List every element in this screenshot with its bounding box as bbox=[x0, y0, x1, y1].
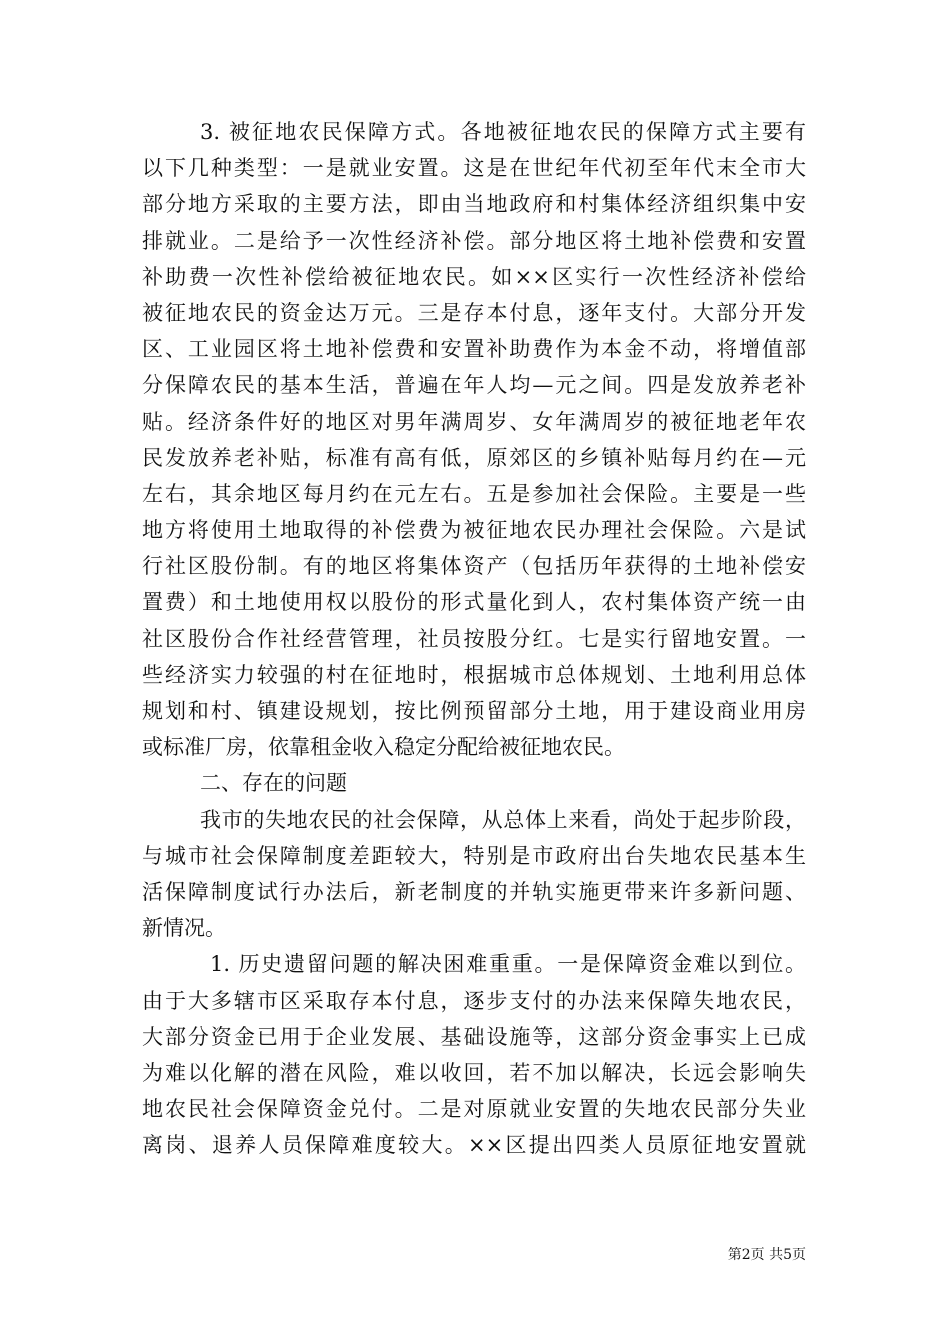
text-line: 贴。经济条件好的地区对男年满周岁、女年满周岁的被征地老年农 bbox=[142, 409, 806, 434]
text-line: 离岗、退养人员保障难度较大。××区提出四类人员原征地安置就 bbox=[142, 1133, 806, 1158]
text-line: 行社区股份制。有的地区将集体资产（包括历年获得的土地补偿安 bbox=[142, 554, 806, 579]
text-line: 1. 历史遗留问题的解决困难重重。一是保障资金难以到位。 bbox=[210, 952, 806, 977]
total-page-number: 5 bbox=[783, 1247, 792, 1263]
footer-prefix: 第 bbox=[727, 1247, 742, 1263]
text-line: 区、工业园区将土地补偿费和安置补助费作为本金不动，将增值部 bbox=[142, 337, 806, 362]
text-line: 活保障制度试行办法后，新老制度的并轨实施更带来许多新问题、 bbox=[142, 879, 806, 904]
text-line: 地农民社会保障资金兑付。二是对原就业安置的失地农民部分失业 bbox=[142, 1097, 806, 1122]
text-line: 与城市社会保障制度差距较大，特别是市政府出台失地农民基本生 bbox=[142, 843, 806, 868]
section-heading: 二、存在的问题 bbox=[200, 771, 347, 796]
text-line: 些经济实力较强的村在征地时，根据城市总体规划、土地利用总体 bbox=[142, 662, 806, 687]
text-line: 我市的失地农民的社会保障，从总体上来看，尚处于起步阶段， bbox=[200, 807, 806, 832]
paragraph-legacy-issues bbox=[142, 946, 806, 1163]
text-line: 被征地农民的资金达万元。三是存本付息，逐年支付。大部分开发 bbox=[142, 300, 806, 325]
text-line: 部分地方采取的主要方法，即由当地政府和村集体经济组织集中安 bbox=[142, 192, 806, 217]
current-page-number: 2 bbox=[741, 1247, 751, 1263]
paragraph-payment-methods bbox=[142, 114, 806, 765]
text-line: 补助费一次性补偿给被征地农民。如××区实行一次性经济补偿给 bbox=[142, 264, 806, 289]
text-line: 新情况。 bbox=[142, 916, 226, 941]
text-line: 或标准厂房，依靠租金收入稳定分配给被征地农民。 bbox=[142, 735, 625, 760]
footer-middle: 页 共 bbox=[750, 1247, 784, 1263]
text-line: 为难以化解的潜在风险，难以收回，若不加以解决，长远会影响失 bbox=[142, 1060, 806, 1085]
text-line: 3. 被征地农民保障方式。各地被征地农民的保障方式主要有 bbox=[200, 120, 806, 144]
text-line: 地方将使用土地取得的补偿费为被征地农民办理社会保险。六是试 bbox=[142, 518, 806, 543]
text-line: 规划和村、镇建设规划，按比例预留部分土地，用于建设商业用房 bbox=[142, 699, 806, 723]
text-line: 排就业。二是给予一次性经济补偿。部分地区将土地补偿费和安置 bbox=[142, 228, 806, 253]
text-line: 分保障农民的基本生活，普遍在年人均—元之间。四是发放养老补 bbox=[142, 373, 806, 398]
footer-suffix: 页 bbox=[792, 1247, 806, 1263]
text-line: 由于大多辖市区采取存本付息，逐步支付的办法来保障失地农民， bbox=[142, 988, 806, 1013]
text-line: 左右，其余地区每月约在元左右。五是参加社会保险。主要是一些 bbox=[142, 481, 806, 506]
page-number-footer bbox=[728, 1244, 806, 1264]
text-line: 大部分资金已用于企业发展、基础设施等，这部分资金事实上已成 bbox=[142, 1024, 806, 1049]
text-line: 社区股份合作社经营管理，社员按股分红。七是实行留地安置。一 bbox=[142, 626, 806, 651]
text-line: 民发放养老补贴，标准有高有低，原郊区的乡镇补贴每月约在—元 bbox=[142, 445, 806, 470]
text-line: 以下几种类型：一是就业安置。这是在世纪年代初至年代末全市大 bbox=[142, 156, 806, 181]
text-line: 置费）和土地使用权以股份的形式量化到人，农村集体资产统一由 bbox=[142, 590, 806, 615]
paragraph-overview bbox=[142, 802, 806, 947]
body-text-block bbox=[142, 114, 806, 1163]
